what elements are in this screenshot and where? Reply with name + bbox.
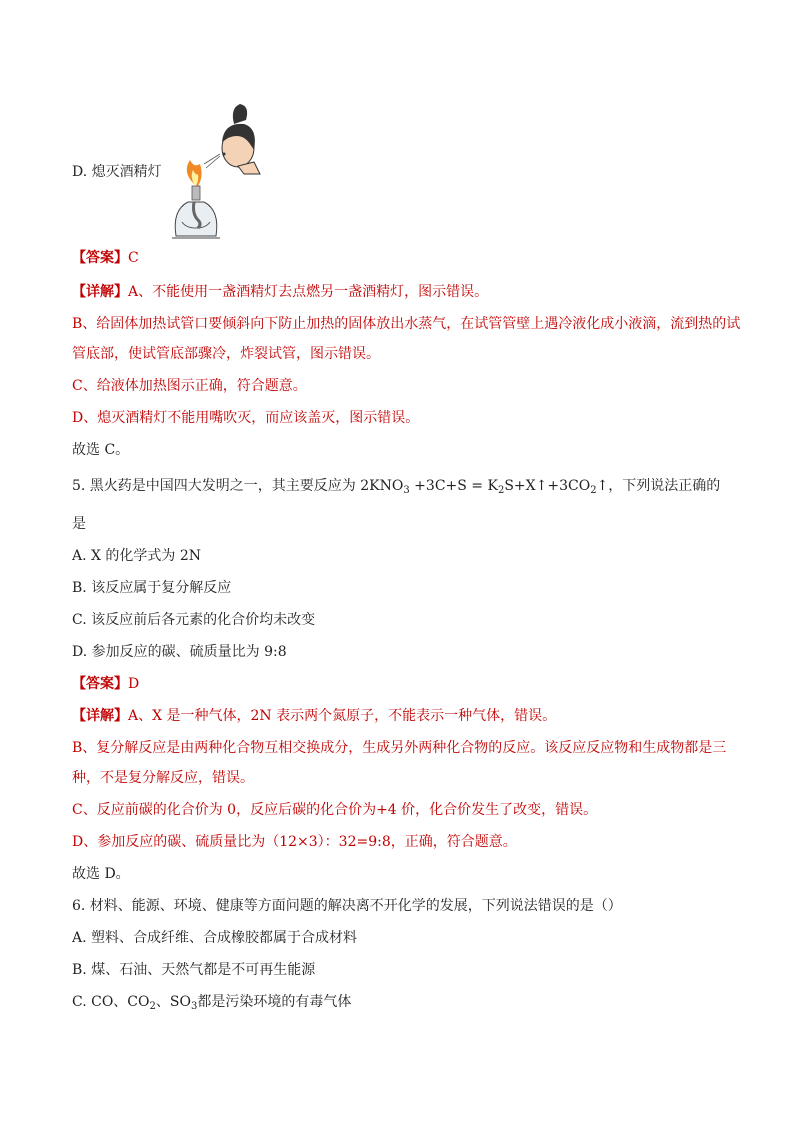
answer-value: C — [128, 250, 139, 266]
subscript: 2 — [149, 1001, 156, 1012]
q5-explain-b1: B、复分解反应是由两种化合物互相交换成分，生成另外两种化合物的反应。该反应反应物和生成物都是三 — [72, 740, 727, 756]
q5-stem-part: ↑，下列说法正确的 — [596, 478, 721, 494]
answer-tag: 【答案】 — [72, 676, 128, 692]
q5-stem-line2: 是 — [72, 516, 86, 532]
q6-option-b: B. 煤、石油、天然气都是不可再生能源 — [72, 962, 316, 978]
blowing-out-lamp-illustration — [168, 98, 280, 244]
q6-option-a: A. 塑料、合成纤维、合成橡胶都属于合成材料 — [72, 930, 358, 946]
q5-explain-c: C、反应前碳的化合价为 0，反应后碳的化合价为+4 价，化合价发生了改变，错误。 — [72, 802, 598, 818]
subscript: 2 — [590, 485, 597, 496]
q5-explain-b2: 种，不是复分解反应，错误。 — [72, 770, 254, 786]
q4-explain-b2: 管底部，使试管底部骤冷，炸裂试管，图示错误。 — [72, 346, 380, 362]
answer-tag: 【答案】 — [72, 250, 128, 266]
q6-option-c-part: 都是污染环境的有毒气体 — [197, 994, 352, 1010]
explain-text: A、不能使用一盏酒精灯去点燃另一盏酒精灯，图示错误。 — [128, 284, 489, 300]
q5-stem-part: 5. 黑火药是中国四大发明之一，其主要反应为 2KNO — [72, 478, 404, 494]
q6-option-c-part: C. CO、CO — [72, 994, 150, 1010]
q5-choose: 故选 D。 — [72, 866, 130, 882]
q4-explain-a — [72, 282, 488, 302]
q6-option-c — [72, 992, 351, 1012]
q5-option-a: A. X 的化学式为 2N — [72, 548, 202, 564]
q4-explain-d: D、熄灭酒精灯不能用嘴吹灭，而应该盖灭，图示错误。 — [72, 410, 420, 426]
explain-tag: 【详解】 — [72, 284, 128, 300]
q5-stem-part: S+X↑+3CO — [504, 478, 591, 494]
subscript: 3 — [190, 1001, 198, 1012]
q5-stem-part: +3C+S = K — [409, 478, 498, 494]
q5-option-d: D. 参加反应的碳、硫质量比为 9:8 — [72, 644, 287, 660]
answer-value: D — [128, 676, 140, 692]
q4-explain-c: C、给液体加热图示正确，符合题意。 — [72, 378, 307, 394]
q5-explain-d: D、参加反应的碳、硫质量比为（12×3）：32=9:8，正确，符合题意。 — [72, 834, 517, 850]
subscript: 3 — [403, 485, 410, 496]
explain-tag: 【详解】 — [72, 708, 128, 724]
q4-choose: 故选 C。 — [72, 442, 130, 458]
q5-option-c: C. 该反应前后各元素的化合价均未改变 — [72, 612, 316, 628]
q5-answer-line — [72, 674, 139, 694]
q4-option-d: D. 熄灭酒精灯 — [72, 164, 162, 180]
subscript: 2 — [497, 485, 505, 496]
explain-text: A、X 是一种气体，2N 表示两个氮原子，不能表示一种气体，错误。 — [128, 708, 557, 724]
q6-stem: 6. 材料、能源、环境、健康等方面问题的解决离不开化学的发展，下列说法错误的是（） — [72, 898, 622, 914]
q5-option-b: B. 该反应属于复分解反应 — [72, 580, 232, 596]
q4-explain-b1: B、给固体加热试管口要倾斜向下防止加热的固体放出水蒸气，在试管管壁上遇冷液化成小液滴，流到热的试 — [72, 316, 741, 332]
q5-explain-a — [72, 706, 556, 726]
q6-option-c-part: 、SO — [155, 994, 191, 1010]
q5-stem — [72, 476, 720, 496]
q4-answer-line — [72, 248, 139, 268]
